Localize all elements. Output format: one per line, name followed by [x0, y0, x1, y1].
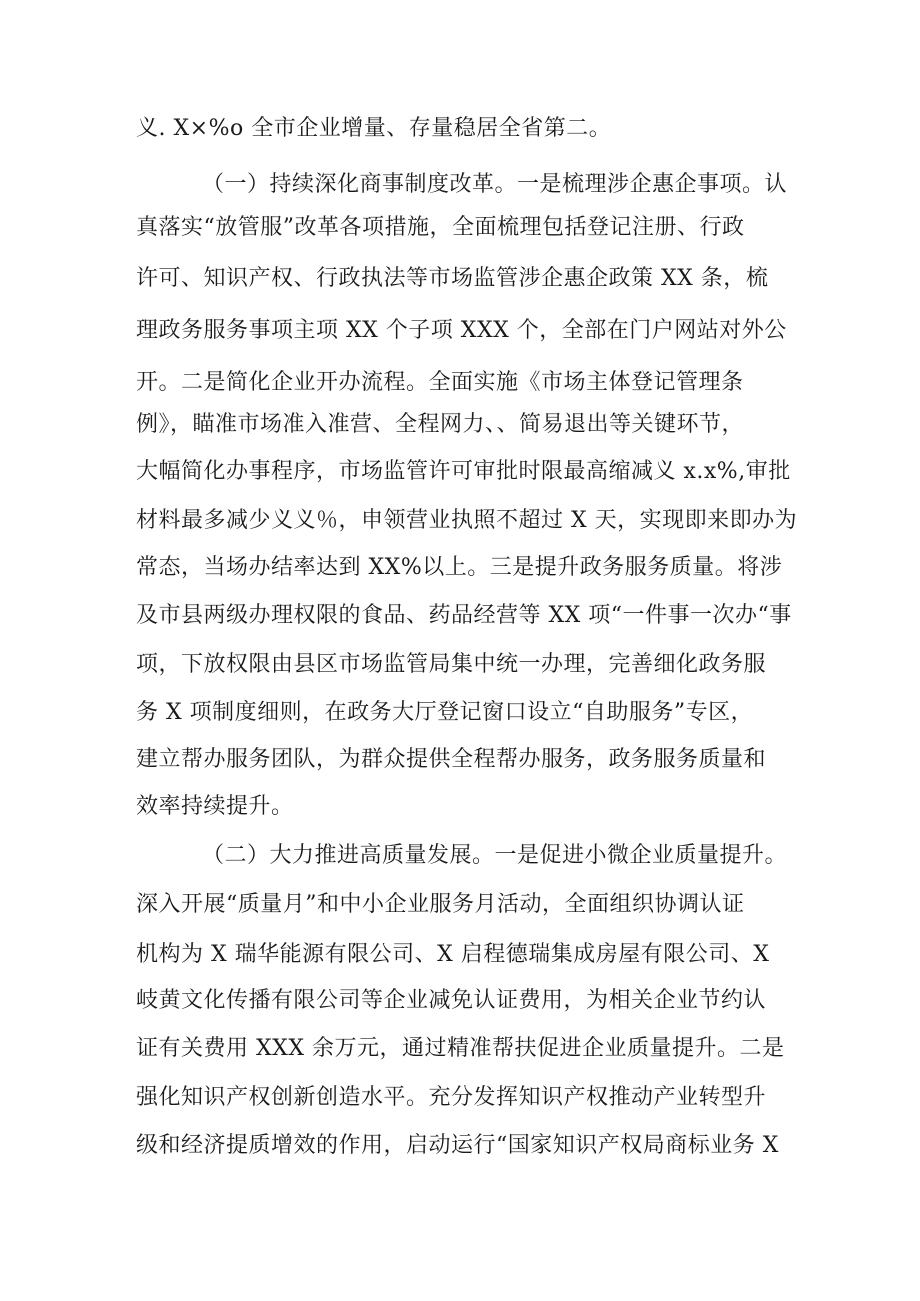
text-line-3: 真落实“放管服”改革各项措施，全面梳理包括登记注册、行政 [136, 215, 745, 240]
text-line-12: 项，下放权限由县区市场监管局集中统一办理，完善细化政务服 [136, 652, 767, 677]
text-line-1: 义. X×%o 全市企业增量、存量稳居全省第二。 [136, 116, 612, 141]
text-line-9: 材料最多减少义义％，申领营业执照不超过 X 天，实现即来即办为 [136, 508, 798, 533]
text-line-20: 证有关费用 XXX 余万元，通过精准帮扶促进企业质量提升。二是 [136, 1036, 785, 1061]
text-line-15: 效率持续提升。 [136, 794, 294, 819]
text-line-11: 及市县两级办理权限的食品、药品经营等 XX 项“一件事一次办“事 [136, 603, 792, 628]
text-line-5: 理政务服务事项主项 XX 个子项 XXX 个，全部在门户网站对外公 [136, 318, 787, 343]
text-line-18: 机构为 X 瑞华能源有限公司、X 启程德瑞集成房屋有限公司、X [136, 942, 770, 967]
text-line-14: 建立帮办服务团队，为群众提供全程帮办服务，政务服务质量和 [136, 747, 767, 772]
text-line-17: 深入开展“质量月”和中小企业服务月活动，全面组织协调认证 [136, 892, 745, 917]
text-line-8: 大幅简化办事程序，市场监管许可审批时限最高缩减义 x.x%,审批 [136, 459, 791, 484]
text-line-22: 级和经济提质增效的作用，启动运行“国家知识产权局商标业务 X [136, 1133, 779, 1158]
text-line-4: 许可、知识产权、行政执法等市场监管涉企惠企政策 XX 条，梳 [136, 266, 769, 291]
text-line-19: 岐黄文化传播有限公司等企业减免认证费用，为相关企业节约认 [136, 988, 767, 1013]
text-line-6: 开。二是简化企业开办流程。全面实施《市场主体登记管理条 [136, 370, 744, 395]
text-line-10: 常态，当场办结率达到 XX%以上。三是提升政务服务质量。将涉 [136, 555, 783, 580]
text-line-21: 强化知识产权创新创造水平。充分发挥知识产权推动产业转型升 [136, 1085, 767, 1110]
section-heading-1: （一）持续深化商事制度改革。一是梳理涉企惠企事项。认 [202, 172, 788, 197]
section-heading-2: （二）大力推进高质量发展。一是促进小微企业质量提升。 [202, 843, 788, 868]
text-line-13: 务 X 项制度细则，在政务大厅登记窗口设立“自助服务”专区， [136, 700, 754, 725]
text-line-7: 例》，瞄准市场准入准营、全程网力、、简易退出等关键环节， [136, 412, 745, 437]
